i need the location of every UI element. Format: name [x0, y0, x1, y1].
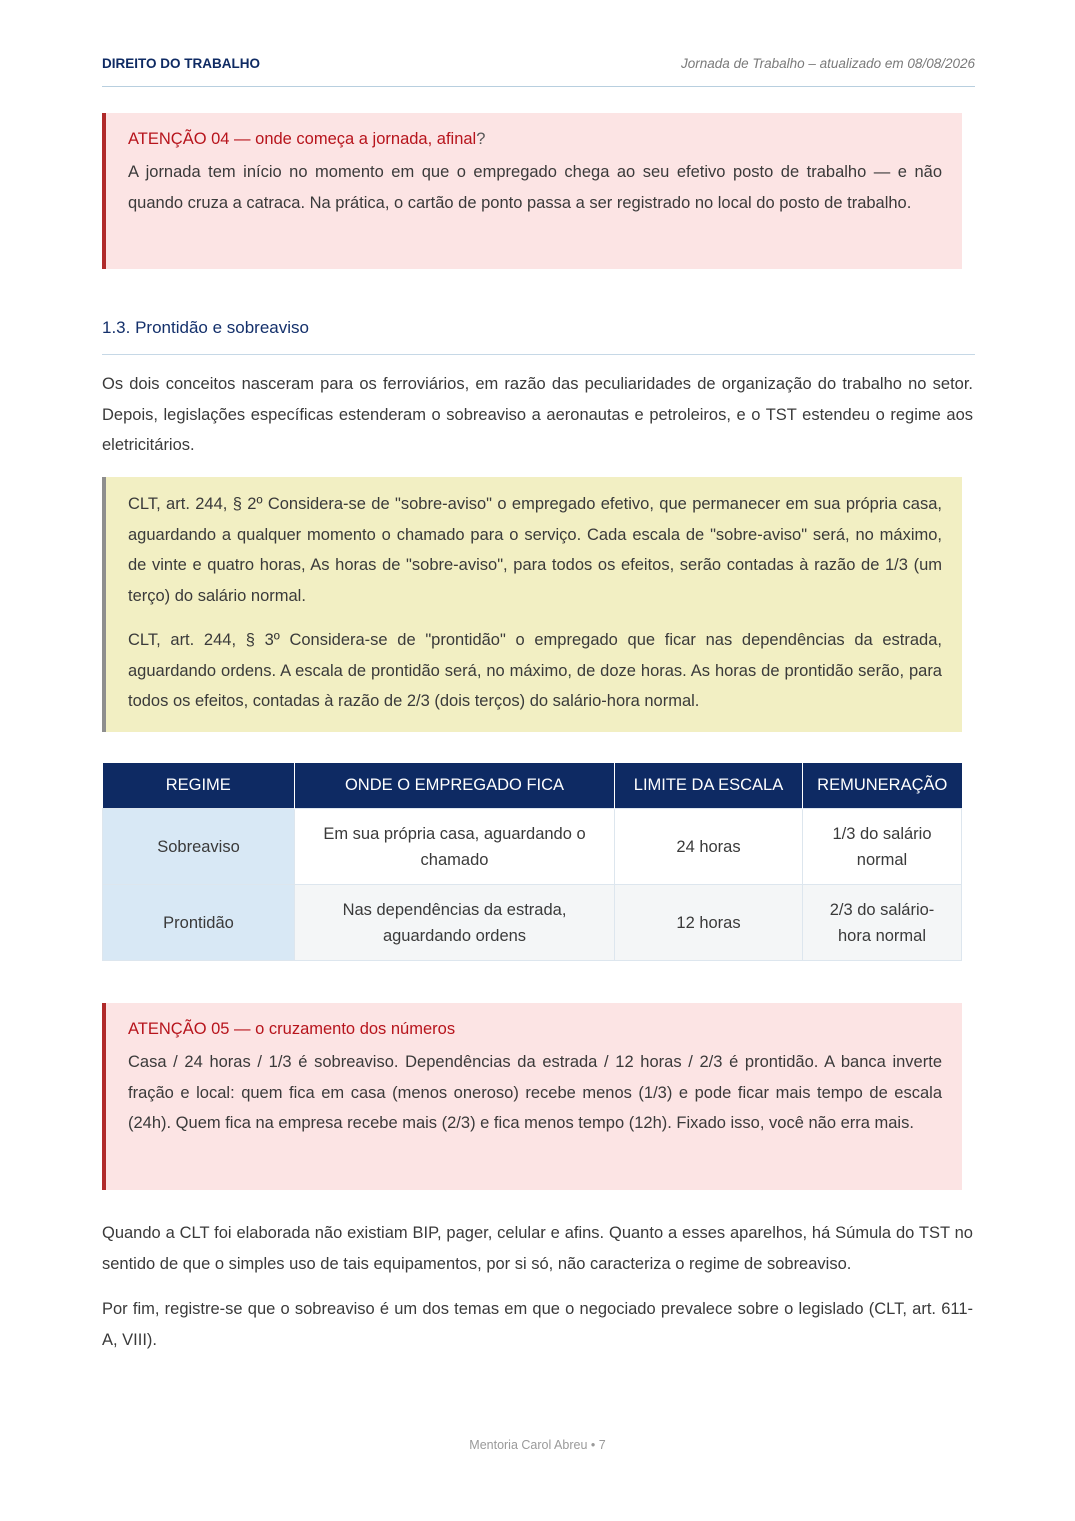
- page-footer: [0, 1438, 1075, 1452]
- law-quote-paragraph-1: CLT, art. 244, § 2º Considera-se de "sobre-aviso" o empregado efetivo, que permanecer em sua própria casa, aguardando a qualquer momento o chamado para o serviço. Cada escala de "sobre-aviso" será, no máximo, de vinte e quatro horas, As horas de "sobre-aviso", para todos os efeitos, serão contadas à razão de 1/3 (um terço) do salário normal.: [128, 495, 942, 605]
- column-header-location: ONDE O EMPREGADO FICA: [295, 763, 615, 809]
- regime-comparison-table: [102, 763, 962, 961]
- attention-05-title: ATENÇÃO 05 — o cruzamento dos números: [128, 1020, 456, 1038]
- table-row: [103, 885, 962, 961]
- table-cell: Prontidão: [103, 885, 295, 961]
- table-cell: Em sua própria casa, aguardando o chamado: [295, 809, 615, 885]
- table-cell: 24 horas: [615, 809, 803, 885]
- table-row: [103, 809, 962, 885]
- table-header-row: [103, 763, 962, 809]
- table-cell: Sobreaviso: [103, 809, 295, 885]
- section-heading: 1.3. Prontidão e sobreaviso: [102, 318, 975, 355]
- table-cell: 2/3 do salário-hora normal: [803, 885, 962, 961]
- table-cell: Nas dependências da estrada, aguardando ordens: [295, 885, 615, 961]
- attention-04-title: ATENÇÃO 04 — onde começa a jornada, afinal?: [128, 130, 486, 148]
- running-header: [102, 54, 975, 87]
- column-header-pay: REMUNERAÇÃO: [803, 763, 962, 809]
- attention-05-body: Casa / 24 horas / 1/3 é sobreaviso. Dependências da estrada / 12 horas / 2/3 é prontidão. A banca inverte fração e local: quem fica em casa (menos oneroso) recebe menos (1/3) e pode ficar mais tempo de escala (24h). Quem fica na empresa recebe mais (2/3) e fica menos tempo (12h). Fixado isso, você não erra mais.: [128, 1053, 942, 1132]
- body-paragraph: Quando a CLT foi elaborada não existiam BIP, pager, celular e afins. Quanto a esses aparelhos, há Súmula do TST no sentido de que o simples uso de tais equipamentos, por si só, não caracteriza o regime de sobreaviso.: [102, 1224, 973, 1273]
- header-document-info: Jornada de Trabalho – atualizado em 08/08/2026: [681, 56, 975, 71]
- column-header-limit: LIMITE DA ESCALA: [615, 763, 803, 809]
- table-cell: 1/3 do salário normal: [803, 809, 962, 885]
- page-number: 7: [598, 1438, 606, 1452]
- attention-box-04: [102, 113, 962, 269]
- footer-separator: •: [590, 1438, 596, 1452]
- table-cell: 12 horas: [615, 885, 803, 961]
- footer-author: Mentoria Carol Abreu: [469, 1438, 588, 1452]
- attention-04-body: A jornada tem início no momento em que o empregado chega ao seu efetivo posto de trabalho — e não quando cruza a catraca. Na prática, o cartão de ponto passa a ser registrado no local do posto de trabalho.: [128, 163, 942, 212]
- column-header-regime: REGIME: [103, 763, 295, 809]
- law-quote-box: [102, 477, 962, 732]
- intro-paragraph: Os dois conceitos nasceram para os ferroviários, em razão das peculiaridades de organização do trabalho no setor. Depois, legislações específicas estenderam o sobreaviso a aeronautas e petroleiros, e o TST estendeu o regime aos eletricitários.: [102, 375, 973, 454]
- law-quote-paragraph-2: CLT, art. 244, § 3º Considera-se de "prontidão" o empregado que ficar nas dependências da estrada, aguardando ordens. A escala de prontidão será, no máximo, de doze horas. As horas de prontidão serão, para todos os efeitos, contadas à razão de 2/3 (dois terços) do salário-hora normal.: [128, 631, 942, 710]
- attention-box-05: [102, 1003, 962, 1190]
- body-paragraph: Por fim, registre-se que o sobreaviso é um dos temas em que o negociado prevalece sobre o legislado (CLT, art. 611-A, VIII).: [102, 1300, 973, 1349]
- header-subject: DIREITO DO TRABALHO: [102, 56, 260, 71]
